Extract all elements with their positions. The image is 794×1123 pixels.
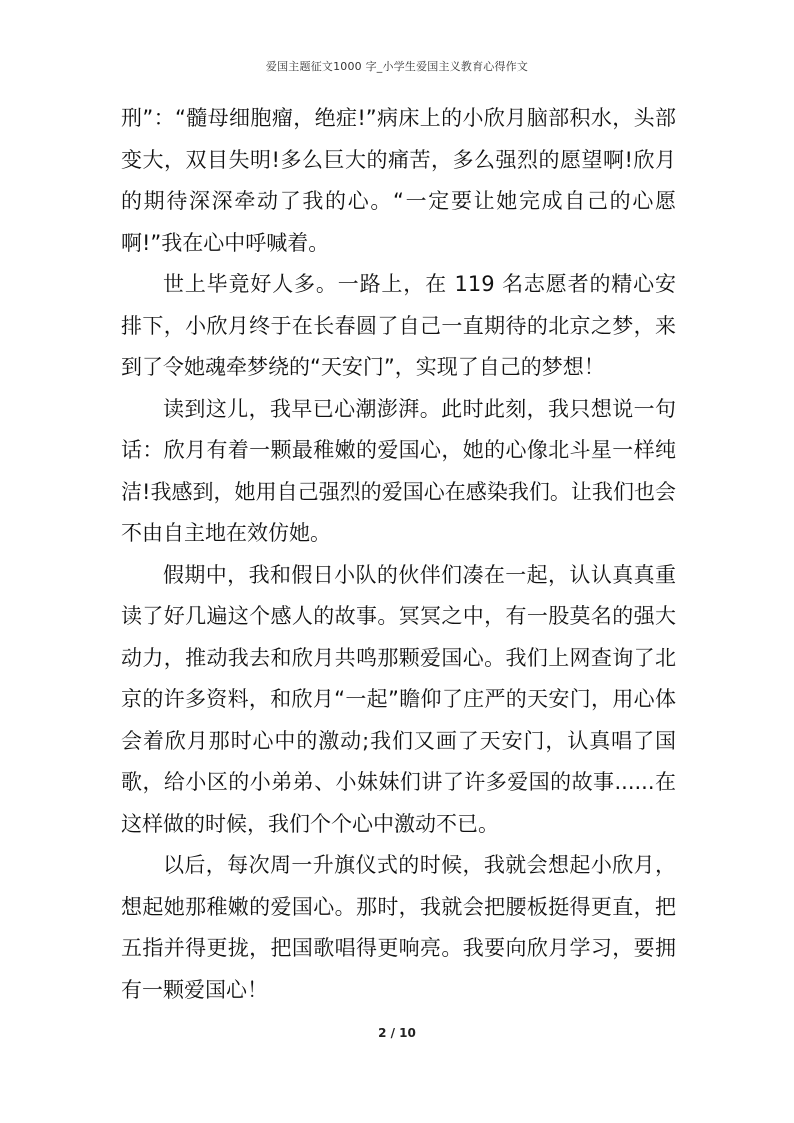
paragraph: 世上毕竟好人多。一路上，在 119 名志愿者的精心安排下，小欣月终于在长春圆了自己一直期待的北京之梦，来到了令她魂牵梦绕的“天安门”，实现了自己的梦想！ — [121, 272, 676, 379]
document-body — [121, 98, 676, 1011]
paragraph: 假期中，我和假日小队的伙伴们凑在一起，认认真真重读了好几遍这个感人的故事。冥冥之中，有一股莫名的强大动力，推动我去和欣月共鸣那颗爱国心。我们上网查询了北京的许多资料，和欣月“一起”瞻仰了庄严的天安门，用心体会着欣月那时心中的激动;我们又画了天安门，认真唱了国歌，给小区的小弟弟、小妹妹们讲了许多爱国的故事......在这样做的时候，我们个个心中激动不已。 — [121, 562, 676, 836]
paragraph-continued: 刑”：“髓母细胞瘤，绝症!”病床上的小欣月脑部积水，头部变大，双目失明!多么巨大的痛苦，多么强烈的愿望啊!欣月的期待深深牵动了我的心。“一定要让她完成自己的心愿啊!”我在心中呼喊着。 — [121, 106, 676, 255]
page-header: 爱国主题征文1000 字_小学生爱国主义教育心得作文 — [265, 60, 529, 73]
page-number: 2 / 10 — [378, 1026, 416, 1040]
paragraph: 读到这儿，我早已心潮澎湃。此时此刻，我只想说一句话：欣月有着一颗最稚嫩的爱国心，她的心像北斗星一样纯洁!我感到，她用自己强烈的爱国心在感染我们。让我们也会不由自主地在效仿她。 — [121, 396, 676, 545]
paragraph: 以后，每次周一升旗仪式的时候，我就会想起小欣月，想起她那稚嫩的爱国心。那时，我就会把腰板挺得更直，把五指并得更拢，把国歌唱得更响亮。我要向欣月学习，要拥有一颗爱国心！ — [121, 853, 676, 1002]
